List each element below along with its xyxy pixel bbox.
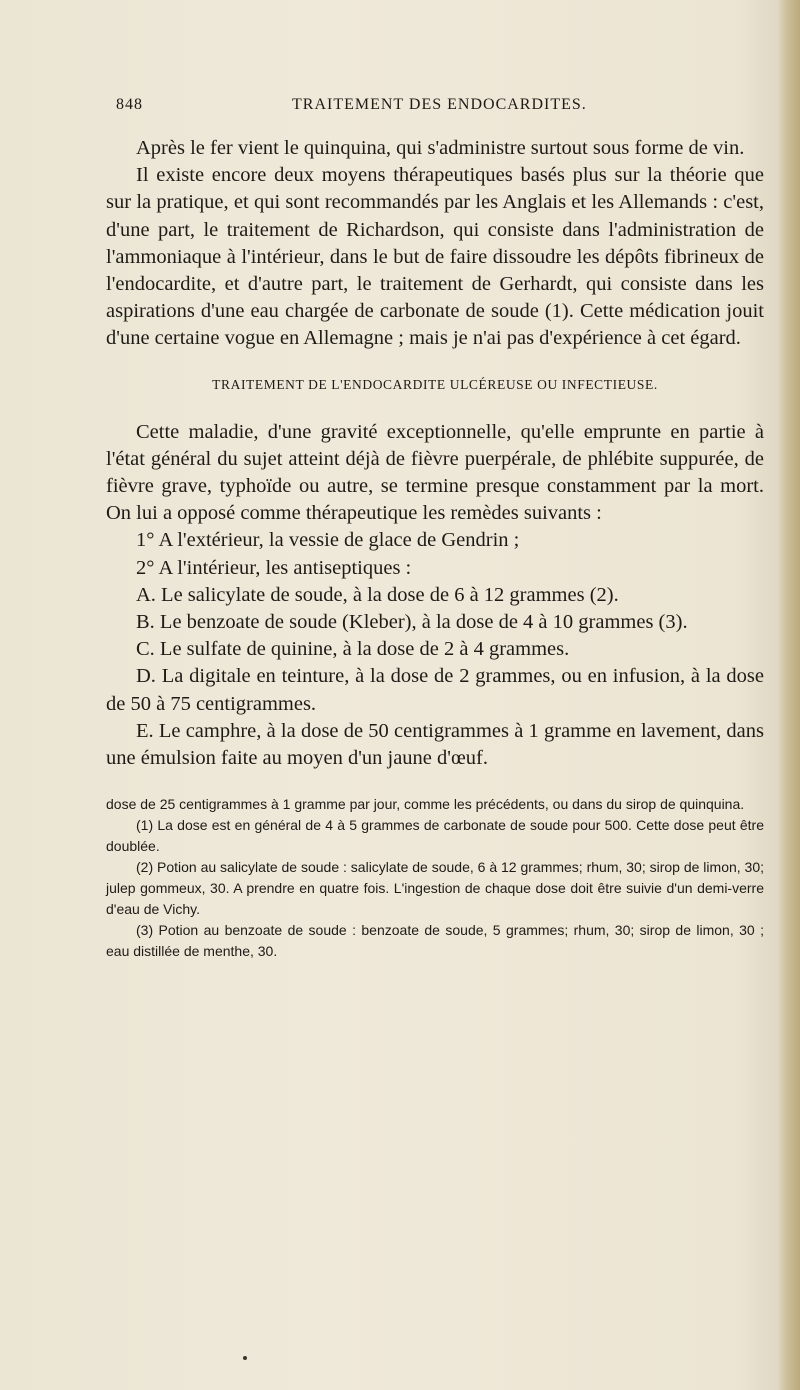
page-number: 848 (116, 96, 143, 113)
list-item: D. La digitale en teinture, à la dose de 2 grammes, ou en infusion, à la dose de 50 à 75 centigrammes. (106, 665, 764, 715)
list-item: E. Le camphre, à la dose de 50 centigrammes à 1 gramme en lavement, dans une émulsion faite au moyen d'un jaune d'œuf. (106, 719, 764, 770)
page-body (106, 135, 764, 962)
list-item: B. Le benzoate de soude (Kleber), à la dose de 4 à 10 grammes (3). (136, 611, 688, 634)
footnote-continuation: dose de 25 centigrammes à 1 gramme par jour, comme les précédents, ou dans du sirop de quinquina. (106, 796, 745, 813)
list-item: C. Le sulfate de quinine, à la dose de 2 à 4 grammes. (136, 638, 570, 661)
list-item: 2° A l'intérieur, les antiseptiques : (136, 556, 412, 579)
ink-speck (243, 1356, 247, 1360)
paragraph: Après le fer vient le quinquina, qui s'administre surtout sous forme de vin. (136, 137, 745, 159)
list-item: A. Le salicylate de soude, à la dose de 6 à 12 grammes (2). (136, 583, 619, 606)
paragraph: Cette maladie, d'une gravité exceptionnelle, qu'elle emprunte en partie à l'état général du sujet atteint déjà de fièvre puerpérale, de phlébite suppurée, de fièvre grave, typhoïde ou autre, se termine presque constamment par la mort. On lui a opposé comme thérapeutique les remèdes suivants : (106, 420, 764, 525)
running-title: TRAITEMENT DES ENDOCARDITES. (292, 96, 587, 113)
footnote: (3) Potion au benzoate de soude : benzoate de soude, 5 grammes; rhum, 30; sirop de limon, 30 ; eau distillée de menthe, 30. (106, 922, 764, 960)
footnote: (2) Potion au salicylate de soude : salicylate de soude, 6 à 12 grammes; rhum, 30; sirop de limon, 30; julep gommeux, 30. A prendre en quatre fois. L'ingestion de chaque dose doit être suivie d'un demi-verre d'eau de Vichy. (106, 859, 765, 918)
footnotes (106, 794, 764, 962)
page-edge-shadow (778, 0, 800, 1390)
list-item: 1° A l'extérieur, la vessie de glace de Gendrin ; (136, 529, 520, 552)
paragraph: Il existe encore deux moyens thérapeutiques basés plus sur la théorie que sur la pratique, et qui sont recommandés par les Anglais et les Allemands : c'est, d'une part, le traitement de Richardson, qui consiste dans l'administration de l'ammoniaque à l'intérieur, dans le but de faire dissoudre les dépôts fibrineux de l'endocardite, et d'autre part, le traitement de Gerhardt, qui consiste dans les aspirations d'une eau chargée de carbonate de soude (1). Cette médication jouit d'une certaine vogue en Allemagne ; mais je n'ai pas d'expérience à cet égard. (106, 164, 764, 350)
section-heading: TRAITEMENT DE L'ENDOCARDITE ULCÉREUSE OU INFECTIEUSE. (212, 376, 658, 392)
footnote: (1) La dose est en général de 4 à 5 grammes de carbonate de soude pour 500. Cette dose peut être doublée. (106, 817, 764, 855)
